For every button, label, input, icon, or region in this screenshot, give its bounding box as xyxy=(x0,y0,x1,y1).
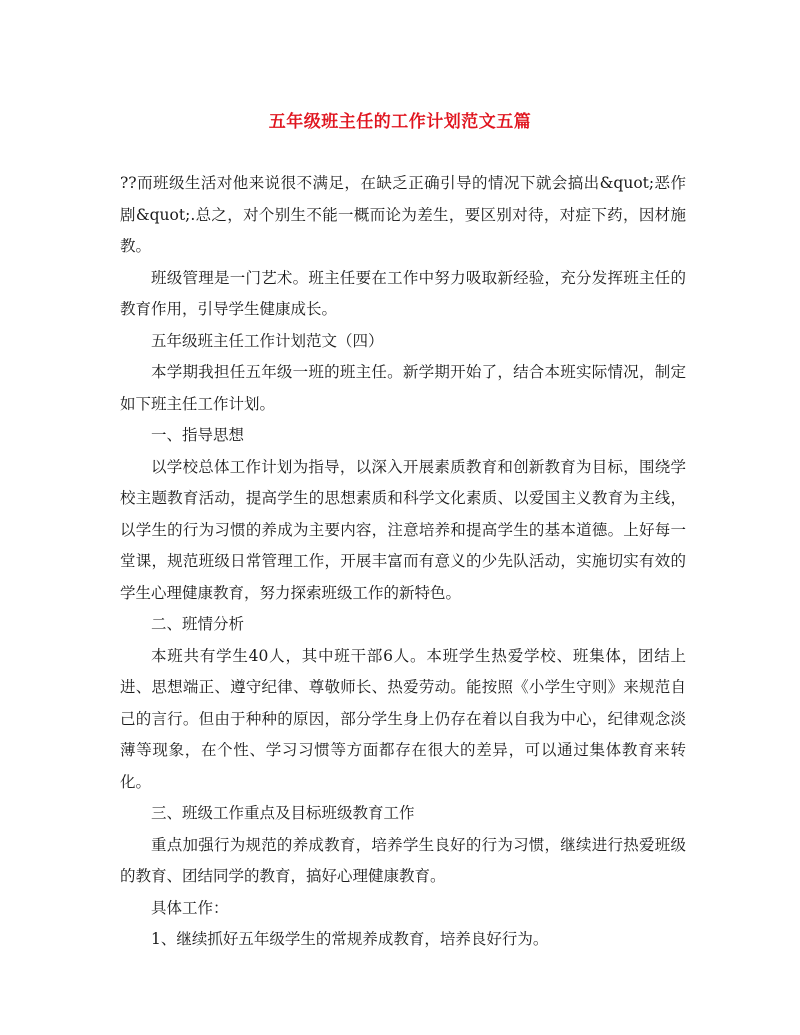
section-subtitle: 五年级班主任工作计划范文（四） xyxy=(151,331,384,350)
paragraph: 具体工作： xyxy=(151,898,229,917)
paragraph: 重点加强行为规范的养成教育，培养学生良好的行为习惯，继续进行热爱班级的教育、团结同学的教育，搞好心理健康教育。 xyxy=(120,835,686,885)
list-item: 1、继续抓好五年级学生的常规养成教育，培养良好行为。 xyxy=(151,930,549,948)
paragraph: 以学校总体工作计划为指导，以深入开展素质教育和创新教育为目标，围绕学校主题教育活动，提高学生的思想素质和科学文化素质、以爱国主义教育为主线，以学生的行为习惯的养成为主要内容，注意培养和提高学生的基本道德。上好每一堂课，规范班级日常管理工作，开展丰富而有意义的少先队活动，实施切实有效的学生心理健康教育，努力探索班级工作的新特色。 xyxy=(120,457,686,602)
paragraph: 本班共有学生40人，其中班干部6人。本班学生热爱学校、班集体，团结上进、思想端正、遵守纪律、尊敬师长、热爱劳动。能按照《小学生守则》来规范自己的言行。但由于种种的原因，部分学生身上仍存在着以自我为中心，纪律观念淡薄等现象，在个性、学习习惯等方面都存在很大的差异，可以通过集体教育来转化。 xyxy=(120,646,686,791)
document-body xyxy=(120,168,686,956)
section-heading: 三、班级工作重点及目标班级教育工作 xyxy=(151,804,415,822)
paragraph: ??而班级生活对他来说很不满足，在缺乏正确引导的情况下就会搞出&quot;恶作剧&quot;.总之，对个别生不能一概而论为差生，要区别对待，对症下药，因材施教。 xyxy=(120,174,686,255)
section-heading: 二、班情分析 xyxy=(151,615,245,633)
paragraph: 班级管理是一门艺术。班主任要在工作中努力吸取新经验，充分发挥班主任的教育作用，引导学生健康成长。 xyxy=(120,268,686,318)
paragraph: 本学期我担任五年级一班的班主任。新学期开始了，结合本班实际情况，制定如下班主任工作计划。 xyxy=(120,363,686,413)
document-title: 五年级班主任的工作计划范文五篇 xyxy=(268,112,532,132)
section-heading: 一、指导思想 xyxy=(151,426,245,444)
